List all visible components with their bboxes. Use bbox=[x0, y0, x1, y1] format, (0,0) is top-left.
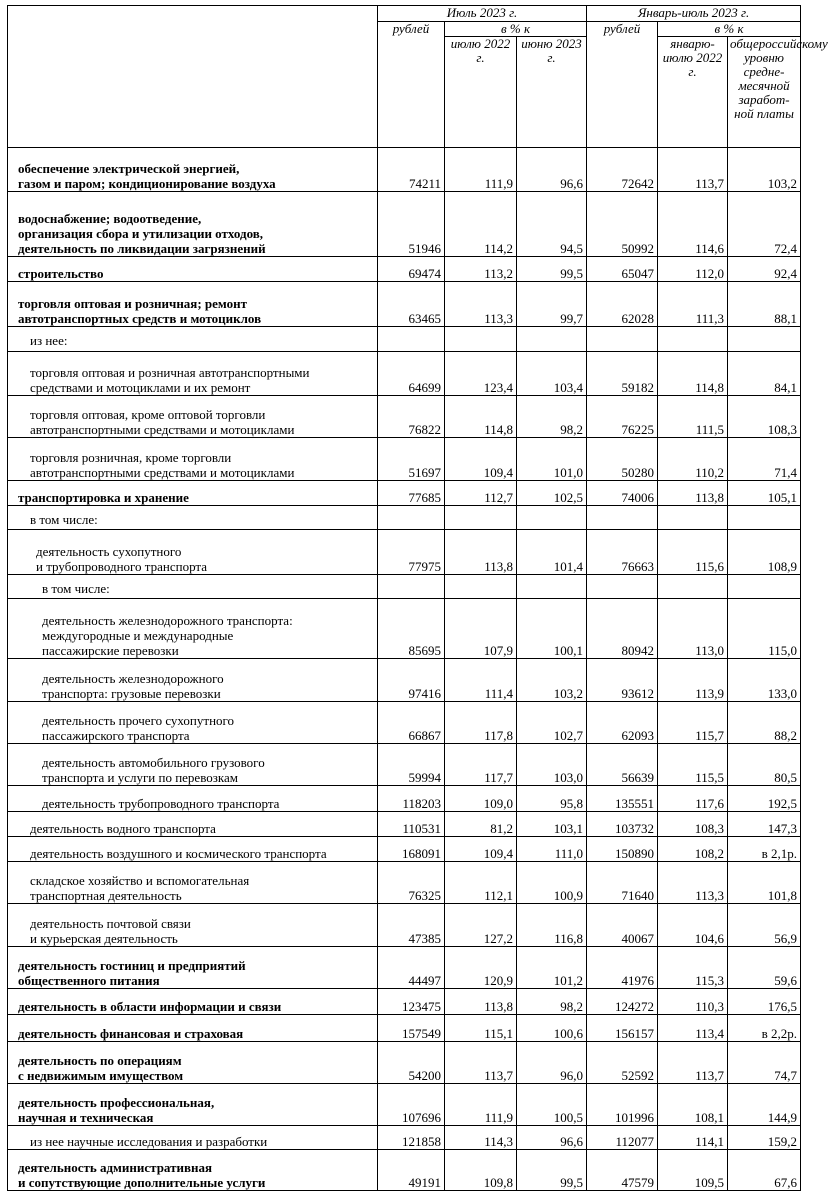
value-rub-jan-jul bbox=[587, 326, 658, 351]
pct-vs-russia-average: 80,5 bbox=[728, 744, 801, 786]
pct-vs-jan-jul-2022: 114,1 bbox=[658, 1126, 728, 1150]
pct-vs-july-2022: 111,4 bbox=[445, 659, 517, 701]
pct-vs-russia-average: 115,0 bbox=[728, 598, 801, 659]
value-rub-jan-jul: 59182 bbox=[587, 351, 658, 395]
table-row bbox=[8, 904, 801, 946]
pct-vs-russia-average: 84,1 bbox=[728, 351, 801, 395]
row-label: деятельность административная и сопутствующие дополнительные услуги bbox=[8, 1150, 378, 1191]
pct-vs-russia-average: 88,1 bbox=[728, 282, 801, 326]
pct-vs-june-2023: 96,0 bbox=[517, 1041, 587, 1083]
pct-vs-july-2022: 123,4 bbox=[445, 351, 517, 395]
value-rub-july: 118203 bbox=[378, 786, 445, 811]
row-label: обеспечение электрической энергией, газом и паром; кондиционирование воздуха bbox=[8, 148, 378, 192]
value-rub-july: 123475 bbox=[378, 989, 445, 1015]
value-rub-jan-jul: 80942 bbox=[587, 598, 658, 659]
table-row bbox=[8, 282, 801, 326]
pct-vs-jan-jul-2022: 104,6 bbox=[658, 904, 728, 946]
table-row bbox=[8, 1041, 801, 1083]
pct-vs-june-2023: 96,6 bbox=[517, 1126, 587, 1150]
value-rub-jan-jul: 74006 bbox=[587, 480, 658, 505]
value-rub-jan-jul bbox=[587, 506, 658, 530]
value-rub-jan-jul: 56639 bbox=[587, 744, 658, 786]
pct-vs-july-2022: 113,3 bbox=[445, 282, 517, 326]
pct-vs-jan-jul-2022: 108,1 bbox=[658, 1083, 728, 1125]
pct-vs-july-2022: 109,0 bbox=[445, 786, 517, 811]
row-label: торговля розничная, кроме торговли автотранспортными средствами и мотоциклами bbox=[8, 438, 378, 480]
value-rub-july: 107696 bbox=[378, 1083, 445, 1125]
pct-vs-jan-jul-2022: 115,7 bbox=[658, 701, 728, 743]
pct-vs-russia-average bbox=[728, 326, 801, 351]
pct-vs-june-2023: 102,5 bbox=[517, 480, 587, 505]
value-rub-july: 44497 bbox=[378, 946, 445, 988]
row-label: торговля оптовая и розничная автотранспортными средствами и мотоциклами и их ремонт bbox=[8, 351, 378, 395]
value-rub-july: 77685 bbox=[378, 480, 445, 505]
value-rub-jan-jul: 101996 bbox=[587, 1083, 658, 1125]
table-row bbox=[8, 861, 801, 903]
table-row bbox=[8, 701, 801, 743]
pct-vs-russia-average: 103,2 bbox=[728, 148, 801, 192]
table-row bbox=[8, 256, 801, 281]
row-label: деятельность сухопутного и трубопроводного транспорта bbox=[8, 530, 378, 574]
table-row bbox=[8, 326, 801, 351]
pct-vs-june-2023: 103,0 bbox=[517, 744, 587, 786]
pct-vs-russia-average: 101,8 bbox=[728, 861, 801, 903]
header-in-percent-jan-jul: в % к bbox=[658, 22, 801, 37]
pct-vs-jan-jul-2022 bbox=[658, 506, 728, 530]
row-label: деятельность железнодорожного транспорта: междугородные и международные пассажирские перевозки bbox=[8, 598, 378, 659]
pct-vs-july-2022: 112,1 bbox=[445, 861, 517, 903]
value-rub-jan-jul: 50280 bbox=[587, 438, 658, 480]
value-rub-july: 51697 bbox=[378, 438, 445, 480]
pct-vs-july-2022: 109,4 bbox=[445, 438, 517, 480]
value-rub-jan-jul bbox=[587, 574, 658, 598]
pct-vs-jan-jul-2022: 113,3 bbox=[658, 861, 728, 903]
table-row bbox=[8, 1150, 801, 1191]
table-row bbox=[8, 1126, 801, 1150]
value-rub-july: 85695 bbox=[378, 598, 445, 659]
pct-vs-july-2022: 113,2 bbox=[445, 256, 517, 281]
pct-vs-jan-jul-2022: 113,9 bbox=[658, 659, 728, 701]
value-rub-july: 66867 bbox=[378, 701, 445, 743]
value-rub-jan-jul: 50992 bbox=[587, 192, 658, 257]
pct-vs-russia-average: 88,2 bbox=[728, 701, 801, 743]
row-label: деятельность воздушного и космического транспорта bbox=[8, 836, 378, 861]
pct-vs-russia-average: 159,2 bbox=[728, 1126, 801, 1150]
pct-vs-june-2023 bbox=[517, 574, 587, 598]
value-rub-july: 76325 bbox=[378, 861, 445, 903]
pct-vs-russia-average bbox=[728, 506, 801, 530]
row-label: из нее научные исследования и разработки bbox=[8, 1126, 378, 1150]
table-row bbox=[8, 351, 801, 395]
pct-vs-russia-average: 92,4 bbox=[728, 256, 801, 281]
value-rub-jan-jul: 135551 bbox=[587, 786, 658, 811]
pct-vs-june-2023: 99,5 bbox=[517, 256, 587, 281]
pct-vs-july-2022: 120,9 bbox=[445, 946, 517, 988]
row-label: деятельность прочего сухопутного пассажирского транспорта bbox=[8, 701, 378, 743]
table-row bbox=[8, 786, 801, 811]
table-row bbox=[8, 480, 801, 505]
value-rub-jan-jul: 103732 bbox=[587, 811, 658, 836]
pct-vs-jan-jul-2022: 108,2 bbox=[658, 836, 728, 861]
pct-vs-july-2022: 115,1 bbox=[445, 1015, 517, 1041]
row-label: деятельность трубопроводного транспорта bbox=[8, 786, 378, 811]
pct-vs-russia-average: 108,9 bbox=[728, 530, 801, 574]
header-in-percent-july: в % к bbox=[445, 22, 587, 37]
value-rub-july: 49191 bbox=[378, 1150, 445, 1191]
value-rub-july: 121858 bbox=[378, 1126, 445, 1150]
pct-vs-july-2022: 113,8 bbox=[445, 989, 517, 1015]
table-body bbox=[8, 148, 801, 1191]
pct-vs-june-2023: 98,2 bbox=[517, 989, 587, 1015]
value-rub-jan-jul: 112077 bbox=[587, 1126, 658, 1150]
pct-vs-russia-average bbox=[728, 574, 801, 598]
pct-vs-june-2023 bbox=[517, 326, 587, 351]
pct-vs-june-2023: 103,4 bbox=[517, 351, 587, 395]
pct-vs-july-2022: 114,8 bbox=[445, 396, 517, 438]
pct-vs-russia-average: 59,6 bbox=[728, 946, 801, 988]
pct-vs-july-2022 bbox=[445, 326, 517, 351]
value-rub-jan-jul: 65047 bbox=[587, 256, 658, 281]
row-label: водоснабжение; водоотведение, организация сбора и утилизации отходов, деятельность по ликвидации загрязнений bbox=[8, 192, 378, 257]
pct-vs-july-2022: 109,4 bbox=[445, 836, 517, 861]
row-label: складское хозяйство и вспомогательная транспортная деятельность bbox=[8, 861, 378, 903]
value-rub-jan-jul: 41976 bbox=[587, 946, 658, 988]
value-rub-july bbox=[378, 506, 445, 530]
table-row bbox=[8, 989, 801, 1015]
value-rub-july: 51946 bbox=[378, 192, 445, 257]
pct-vs-russia-average: в 2,2р. bbox=[728, 1015, 801, 1041]
pct-vs-russia-average: 105,1 bbox=[728, 480, 801, 505]
pct-vs-june-2023: 102,7 bbox=[517, 701, 587, 743]
value-rub-july: 77975 bbox=[378, 530, 445, 574]
pct-vs-july-2022 bbox=[445, 506, 517, 530]
table-row bbox=[8, 1083, 801, 1125]
salary-table-page bbox=[7, 5, 828, 1191]
value-rub-july: 59994 bbox=[378, 744, 445, 786]
header-vs-jan-jul-2022: январю-июлю 2022 г. bbox=[658, 37, 728, 148]
pct-vs-june-2023: 94,5 bbox=[517, 192, 587, 257]
value-rub-july: 110531 bbox=[378, 811, 445, 836]
pct-vs-june-2023: 103,2 bbox=[517, 659, 587, 701]
pct-vs-july-2022: 111,9 bbox=[445, 148, 517, 192]
table-row bbox=[8, 598, 801, 659]
table-row bbox=[8, 1015, 801, 1041]
pct-vs-july-2022: 109,8 bbox=[445, 1150, 517, 1191]
pct-vs-july-2022: 114,3 bbox=[445, 1126, 517, 1150]
pct-vs-july-2022: 117,7 bbox=[445, 744, 517, 786]
table-row bbox=[8, 530, 801, 574]
pct-vs-jan-jul-2022: 115,5 bbox=[658, 744, 728, 786]
table-row bbox=[8, 148, 801, 192]
table-row bbox=[8, 946, 801, 988]
row-label: деятельность автомобильного грузового транспорта и услуги по перевозкам bbox=[8, 744, 378, 786]
table-row bbox=[8, 659, 801, 701]
value-rub-jan-jul: 150890 bbox=[587, 836, 658, 861]
pct-vs-june-2023: 111,0 bbox=[517, 836, 587, 861]
pct-vs-jan-jul-2022 bbox=[658, 326, 728, 351]
pct-vs-jan-jul-2022: 113,8 bbox=[658, 480, 728, 505]
pct-vs-russia-average: 71,4 bbox=[728, 438, 801, 480]
value-rub-jan-jul: 156157 bbox=[587, 1015, 658, 1041]
value-rub-jan-jul: 76663 bbox=[587, 530, 658, 574]
pct-vs-russia-average: 108,3 bbox=[728, 396, 801, 438]
pct-vs-june-2023: 101,0 bbox=[517, 438, 587, 480]
row-label: строительство bbox=[8, 256, 378, 281]
value-rub-july bbox=[378, 326, 445, 351]
value-rub-july: 157549 bbox=[378, 1015, 445, 1041]
pct-vs-june-2023: 100,9 bbox=[517, 861, 587, 903]
table-header bbox=[8, 5, 828, 148]
row-label: деятельность железнодорожного транспорта: грузовые перевозки bbox=[8, 659, 378, 701]
pct-vs-june-2023: 98,2 bbox=[517, 396, 587, 438]
pct-vs-june-2023: 100,5 bbox=[517, 1083, 587, 1125]
value-rub-jan-jul: 71640 bbox=[587, 861, 658, 903]
header-rub-jan-jul: рублей bbox=[587, 22, 658, 148]
pct-vs-jan-jul-2022: 115,6 bbox=[658, 530, 728, 574]
row-label: деятельность гостиниц и предприятий общественного питания bbox=[8, 946, 378, 988]
pct-vs-jan-jul-2022: 110,2 bbox=[658, 438, 728, 480]
row-label: в том числе: bbox=[8, 506, 378, 530]
pct-vs-russia-average: 72,4 bbox=[728, 192, 801, 257]
table-row bbox=[8, 744, 801, 786]
header-vs-russia-average: общероссийскому уровню средне-месячной заработ-ной платы bbox=[728, 37, 801, 148]
pct-vs-russia-average: 67,6 bbox=[728, 1150, 801, 1191]
pct-vs-jan-jul-2022: 113,7 bbox=[658, 148, 728, 192]
row-label: деятельность почтовой связи и курьерская деятельность bbox=[8, 904, 378, 946]
header-label-column bbox=[8, 6, 378, 148]
value-rub-july: 76822 bbox=[378, 396, 445, 438]
value-rub-july: 69474 bbox=[378, 256, 445, 281]
pct-vs-russia-average: 176,5 bbox=[728, 989, 801, 1015]
pct-vs-july-2022: 111,9 bbox=[445, 1083, 517, 1125]
pct-vs-jan-jul-2022: 113,7 bbox=[658, 1041, 728, 1083]
pct-vs-jan-jul-2022: 114,6 bbox=[658, 192, 728, 257]
row-label: торговля оптовая и розничная; ремонт автотранспортных средств и мотоциклов bbox=[8, 282, 378, 326]
pct-vs-jan-jul-2022: 108,3 bbox=[658, 811, 728, 836]
value-rub-july: 168091 bbox=[378, 836, 445, 861]
pct-vs-june-2023: 101,2 bbox=[517, 946, 587, 988]
pct-vs-june-2023: 103,1 bbox=[517, 811, 587, 836]
header-vs-june-2023: июню 2023 г. bbox=[517, 37, 587, 148]
pct-vs-jan-jul-2022: 117,6 bbox=[658, 786, 728, 811]
pct-vs-july-2022: 114,2 bbox=[445, 192, 517, 257]
pct-vs-june-2023: 95,8 bbox=[517, 786, 587, 811]
header-vs-july-2022: июлю 2022 г. bbox=[445, 37, 517, 148]
value-rub-jan-jul: 47579 bbox=[587, 1150, 658, 1191]
row-label: транспортировка и хранение bbox=[8, 480, 378, 505]
value-rub-july: 64699 bbox=[378, 351, 445, 395]
row-label: из нее: bbox=[8, 326, 378, 351]
pct-vs-russia-average: 144,9 bbox=[728, 1083, 801, 1125]
value-rub-july: 47385 bbox=[378, 904, 445, 946]
pct-vs-july-2022: 81,2 bbox=[445, 811, 517, 836]
value-rub-jan-jul: 72642 bbox=[587, 148, 658, 192]
pct-vs-jan-jul-2022: 113,4 bbox=[658, 1015, 728, 1041]
pct-vs-june-2023: 99,5 bbox=[517, 1150, 587, 1191]
row-label: в том числе: bbox=[8, 574, 378, 598]
pct-vs-jan-jul-2022: 112,0 bbox=[658, 256, 728, 281]
pct-vs-russia-average: 74,7 bbox=[728, 1041, 801, 1083]
row-label: деятельность по операциям с недвижимым имуществом bbox=[8, 1041, 378, 1083]
row-label: деятельность профессиональная, научная и техническая bbox=[8, 1083, 378, 1125]
pct-vs-july-2022: 117,8 bbox=[445, 701, 517, 743]
table-row bbox=[8, 836, 801, 861]
value-rub-jan-jul: 62093 bbox=[587, 701, 658, 743]
row-label: торговля оптовая, кроме оптовой торговли автотранспортными средствами и мотоциклами bbox=[8, 396, 378, 438]
pct-vs-jan-jul-2022: 115,3 bbox=[658, 946, 728, 988]
table-row bbox=[8, 396, 801, 438]
pct-vs-june-2023: 116,8 bbox=[517, 904, 587, 946]
pct-vs-russia-average: в 2,1р. bbox=[728, 836, 801, 861]
pct-vs-jan-jul-2022: 111,5 bbox=[658, 396, 728, 438]
value-rub-jan-jul: 52592 bbox=[587, 1041, 658, 1083]
pct-vs-jan-jul-2022 bbox=[658, 574, 728, 598]
row-label: деятельность финансовая и страховая bbox=[8, 1015, 378, 1041]
salary-statistics-table bbox=[7, 5, 828, 1191]
table-row bbox=[8, 438, 801, 480]
value-rub-jan-jul: 124272 bbox=[587, 989, 658, 1015]
value-rub-jan-jul: 93612 bbox=[587, 659, 658, 701]
table-row bbox=[8, 192, 801, 257]
header-rub-july: рублей bbox=[378, 22, 445, 148]
table-row bbox=[8, 506, 801, 530]
pct-vs-russia-average: 56,9 bbox=[728, 904, 801, 946]
value-rub-jan-jul: 40067 bbox=[587, 904, 658, 946]
value-rub-jan-jul: 76225 bbox=[587, 396, 658, 438]
pct-vs-june-2023: 96,6 bbox=[517, 148, 587, 192]
table-row bbox=[8, 574, 801, 598]
pct-vs-july-2022 bbox=[445, 574, 517, 598]
pct-vs-june-2023: 99,7 bbox=[517, 282, 587, 326]
pct-vs-russia-average: 147,3 bbox=[728, 811, 801, 836]
value-rub-july: 54200 bbox=[378, 1041, 445, 1083]
header-period-july: Июль 2023 г. bbox=[378, 6, 587, 22]
row-label: деятельность водного транспорта bbox=[8, 811, 378, 836]
pct-vs-jan-jul-2022: 111,3 bbox=[658, 282, 728, 326]
value-rub-july bbox=[378, 574, 445, 598]
table-row bbox=[8, 811, 801, 836]
pct-vs-june-2023: 100,1 bbox=[517, 598, 587, 659]
pct-vs-july-2022: 127,2 bbox=[445, 904, 517, 946]
pct-vs-july-2022: 113,8 bbox=[445, 530, 517, 574]
row-label: деятельность в области информации и связи bbox=[8, 989, 378, 1015]
pct-vs-july-2022: 113,7 bbox=[445, 1041, 517, 1083]
pct-vs-june-2023: 100,6 bbox=[517, 1015, 587, 1041]
pct-vs-july-2022: 107,9 bbox=[445, 598, 517, 659]
value-rub-jan-jul: 62028 bbox=[587, 282, 658, 326]
pct-vs-june-2023: 101,4 bbox=[517, 530, 587, 574]
header-period-jan-jul: Январь-июль 2023 г. bbox=[587, 6, 801, 22]
pct-vs-jan-jul-2022: 113,0 bbox=[658, 598, 728, 659]
value-rub-july: 63465 bbox=[378, 282, 445, 326]
pct-vs-russia-average: 192,5 bbox=[728, 786, 801, 811]
pct-vs-jan-jul-2022: 110,3 bbox=[658, 989, 728, 1015]
pct-vs-june-2023 bbox=[517, 506, 587, 530]
value-rub-july: 97416 bbox=[378, 659, 445, 701]
pct-vs-jan-jul-2022: 114,8 bbox=[658, 351, 728, 395]
pct-vs-july-2022: 112,7 bbox=[445, 480, 517, 505]
pct-vs-jan-jul-2022: 109,5 bbox=[658, 1150, 728, 1191]
value-rub-july: 74211 bbox=[378, 148, 445, 192]
pct-vs-russia-average: 133,0 bbox=[728, 659, 801, 701]
